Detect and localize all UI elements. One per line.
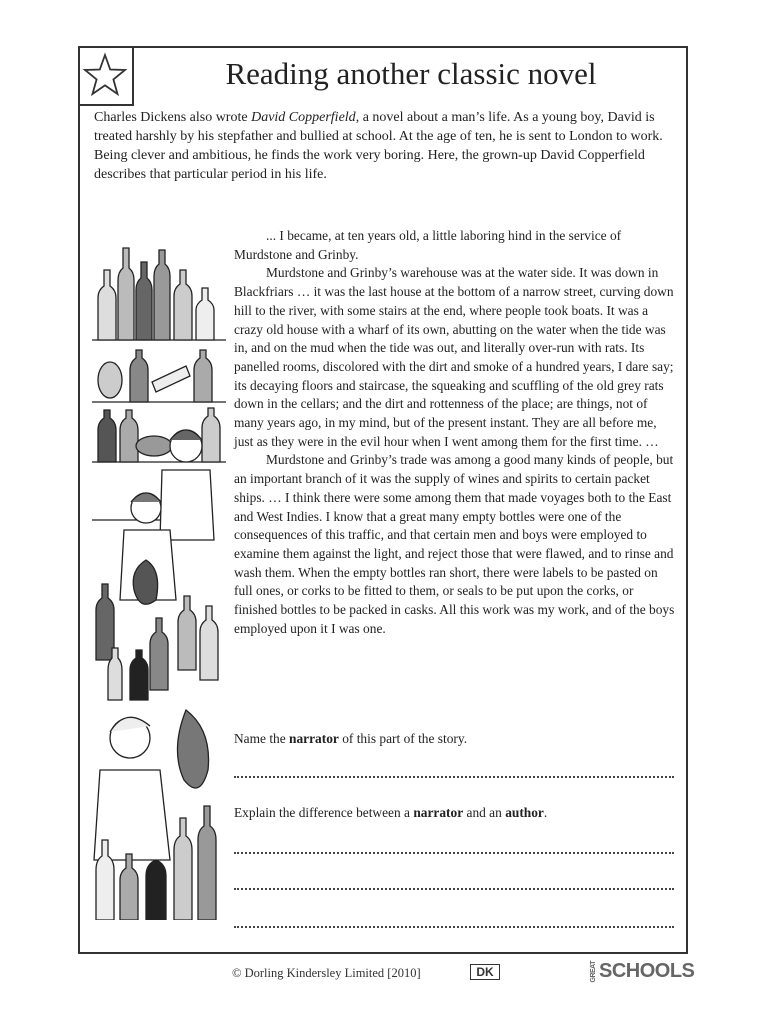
question-2: Explain the difference between a narrator and an author.	[234, 805, 548, 820]
intro-paragraph	[94, 108, 674, 184]
answer-line-3[interactable]	[234, 888, 674, 890]
star-icon	[82, 52, 128, 98]
book-title: David Copperfield	[251, 110, 356, 125]
answer-line-1[interactable]	[234, 776, 674, 778]
question-1: Name the narrator of this part of the story.	[234, 731, 468, 746]
intro-text-before: Charles Dickens also wrote	[94, 110, 252, 125]
intro-text-after: , a novel about a man’s life. As a young boy, David is treated harshly by his stepfather and bullied at school. At the age of ten, he is sent to London to work. Being clever and ambitious, he finds the work very boring. Here, the grown-up David Copperfield describes that particular period in his life.	[94, 110, 663, 182]
excerpt-paragraph-3: Murdstone and Grinby’s trade was among a good many kinds of people, but an important branch of it was the supply of wines and spirits to certain packet ships. … I think there were some among them that made voyages both to the East and West Indies. I know that a great many empty bottles were one of the consequences of this traffic, and that certain men and boys were employed to examine them against the light, and reject those that were flawed, and to rinse and wash them. When the empty bottles ran short, there were labels to be pasted on full ones, or corks to be fitted to them, or seals to be put upon the corks, or finished bottles to be packed in casks. All this work was my work, and of the boys employed upon it I was one.	[234, 452, 675, 636]
keyword-narrator: narrator	[413, 805, 464, 820]
bottles-illustration	[90, 240, 230, 920]
page-title: Reading another classic novel	[225, 56, 597, 91]
answer-line-2[interactable]	[234, 852, 674, 854]
novel-excerpt	[234, 227, 676, 638]
star-box	[78, 46, 134, 106]
footer	[0, 962, 768, 986]
copyright-text: © Dorling Kindersley Limited [2010]	[232, 966, 421, 980]
keyword-narrator: narrator	[289, 731, 339, 746]
dk-logo: DK	[470, 964, 500, 980]
excerpt-paragraph-2: Murdstone and Grinby’s warehouse was at the water side. It was down in Blackfriars … it was the last house at the bottom of a narrow street, curving down hill to the river, with some stairs at the end, where people took boats. It was a crazy old house with a wharf of its own, abutting on the water when the tide was in, and on the mud when the tide was out, and literally over-run with rats. Its panelled rooms, discolored with the dirt and smoke of a hundred years, I dare say; its decaying floors and staircase, the squeaking and scuffling of the old grey rats down in the cellars; and the dirt and rottenness of the place; are things, not of many years ago, in my mind, but of the present instant. They are all before me, just as they were in the evil hour when I went among them for the first time. …	[234, 265, 674, 449]
answer-line-4[interactable]	[234, 926, 674, 928]
excerpt-paragraph-1: ... I became, at ten years old, a little laboring hind in the service of Murdstone and Grinby.	[234, 228, 622, 262]
greatschools-logo: GREAT SCHOOLS	[590, 960, 695, 983]
keyword-author: author	[505, 805, 544, 820]
